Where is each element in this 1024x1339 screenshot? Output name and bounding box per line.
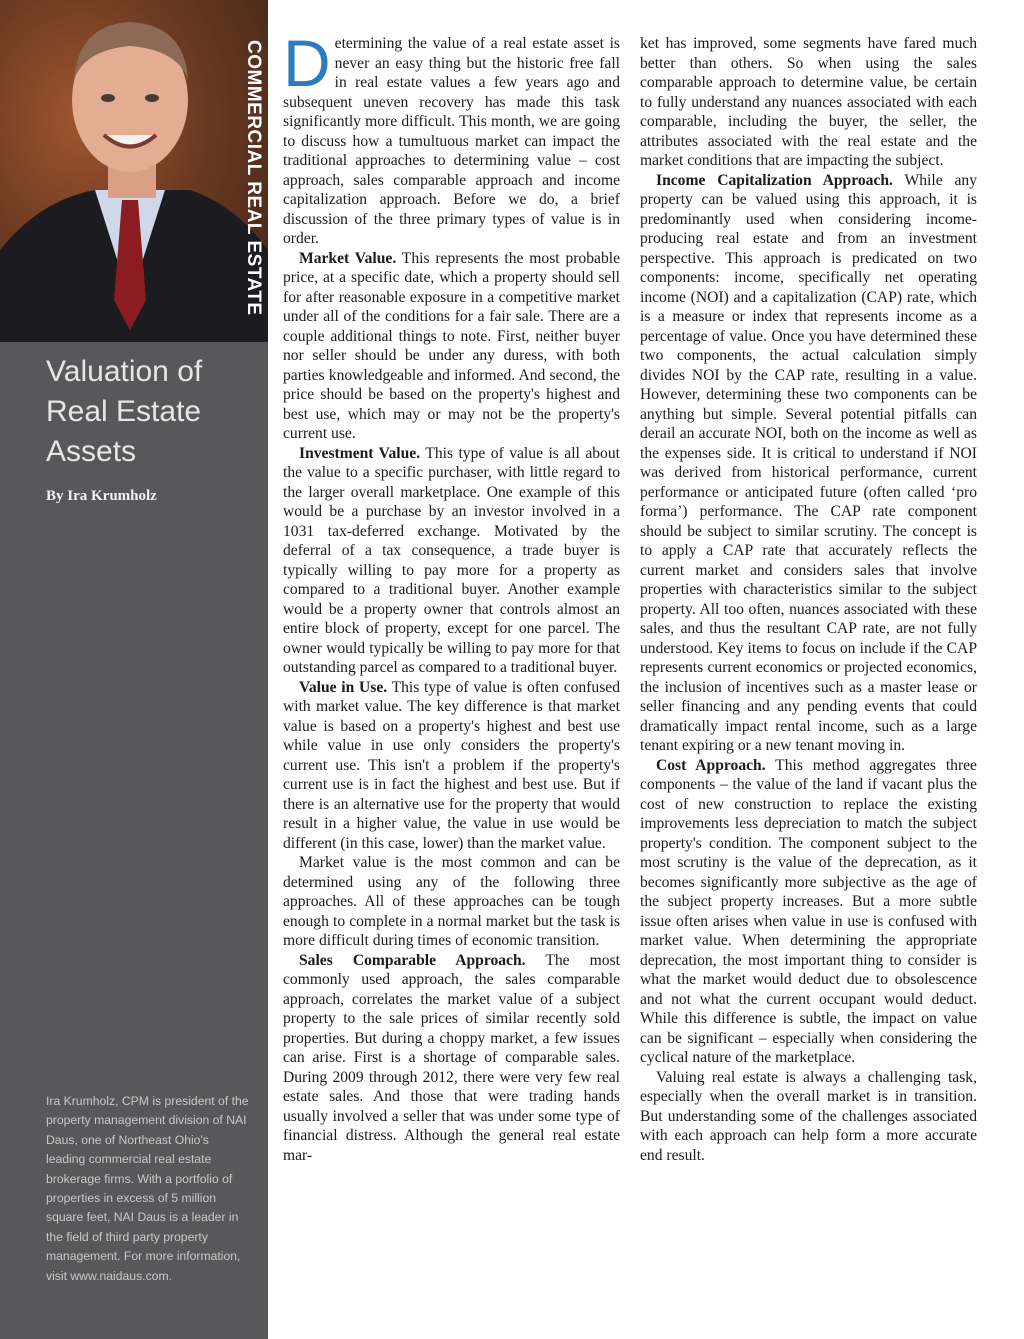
conclusion-paragraph: Valuing real estate is always a challenging task, especially when the overall market is in transition. But understanding some of the challenges associated with each approach can help form a more accurate end result. [640,1068,977,1164]
sales-comparable-heading: Sales Comparable Approach. [299,951,526,969]
income-capitalization-paragraph [640,171,977,756]
sales-comparable-text: The most commonly used approach, the sales comparable approach, correlates the market value of a subject property to the sale prices of similar recently sold properties. But during a choppy market, a few issues can arise. First is a shortage of comparable sales. During 2009 through 2012, there were very few real estate sales. And those that were trading hands usually involved a seller that was under some type of financial distress. Although the general real estate mar- [283,951,620,1164]
market-value-text: This represents the most probable price, at a specific date, which a property should sell for after reasonable exposure in a competitive market under all of the conditions for a fair sale. There are a couple additional things to note. First, neither buyer nor seller should be under any duress, with both parties knowledgeable and informed. And second, the price should be based on the property's highest and best use, which may or may not be the property's current use. [283,249,620,442]
value-in-use-heading: Value in Use. [299,678,388,696]
section-label: COMMERCIAL REAL ESTATE [243,40,264,316]
article-column-2 [640,34,977,1165]
byline: By Ira Krumholz [46,488,157,504]
income-capitalization-heading: Income Capitalization Approach. [656,171,893,189]
sales-comparable-paragraph [283,951,620,1166]
sidebar [0,0,268,1339]
investment-value-text: This type of value is all about the value to a specific purchaser, with little regard to the larger overall marketplace. One example of this would be a purchase by an investor involved in a 1031 tax-deferred exchange. Motivated by the deferral of a tax consequence, a trade buyer is typically willing to pay more for a property as compared to a traditional buyer. Another example would be a property owner that controls almost an entire block of property, except for one parcel. The owner would typically be willing to pay more for that outstanding parcel as compared to a traditional buyer. [283,444,620,676]
drop-cap: D [283,26,331,100]
article-title: Valuation of Real Estate Assets [46,355,203,468]
investment-value-paragraph [283,444,620,678]
intro-paragraph [283,26,620,249]
author-bio: Ira Krumholz, CPM is president of the property management division of NAI Daus, one of Northeast Ohio's leading commercial real estate brokerage firms. With a portfolio of properties in excess of 5 million square feet, NAI Daus is a leader in the field of third party property management. For more information, visit www.naidaus.com. [46,1094,249,1283]
investment-value-heading: Investment Value. [299,444,421,462]
cost-approach-text: This method aggregates three components – the value of the land if vacant plus the cost of new construction to replace the existing improvements less depreciation to match the subject property's condition. The component subject to the most scrutiny is the value of the deprecation, as it becomes significantly more subjective as the age of the subject property increases. But a more subtle issue often arises when value in use is confused with market value. When determining the appropriate deprecation, the most important thing to consider is what the market would deduct due to obsolescence and not what the current occupant would deduct. While this difference is subtle, the impact on value can be significant – especially when considering the cyclical nature of the marketplace. [640,756,977,1066]
value-in-use-paragraph [283,678,620,854]
cost-approach-heading: Cost Approach. [656,756,766,774]
author-photo [0,0,268,342]
article-column-1 [283,26,620,1165]
approaches-intro-paragraph: Market value is the most common and can be determined using any of the following three approaches. All of these approaches can be tough enough to complete in a normal market but the task is more difficult during times of economic transition. [283,854,620,949]
market-value-heading: Market Value. [299,249,397,267]
income-capitalization-text: While any property can be valued using this approach, it is predominantly used when considering income-producing real estate and from an investment perspective. This approach is predicated on two components: income, specifically net operating income (NOI) and a capitalization (CAP) rate, which is a measure or index that represents income as a percentage of value. Once you have determined these two components, the actual calculation simply divides NOI by the CAP rate, resulting in a value. However, determining these two components can be anything but simple. Several potential pitfalls can derail an accurate NOI, both on the income as well as the expenses side. It is critical to understand if NOI was derived from historical performance, current performance or anticipated future (often called ‘pro forma’) performance. The CAP rate component should be subject to similar scrutiny. The concept is to apply a CAP rate that accurately reflects the current market and considers sales that involve properties with characteristics similar to the subject property. All too often, nuances associated with these sales, and thus the resultant CAP rate, are not fully understood. Key items to focus on include if the CAP represents current economics or projected economics, the inclusion of incentives such as a master lease or seller financing and any pending events that could dramatically impact rental income, such as a large tenant expiring or a new tenant moving in. [640,171,977,754]
value-in-use-text: This type of value is often confused with market value. The key difference is that market value is based on a property's highest and best use while value in use only considers the property's current use. This isn't a problem if the property's current use is in fact the highest and best use. But if there is an alternative use for the property that would result in a higher value, the value in use would be different (in this case, lower) than the market value. [283,678,620,852]
sales-comparable-continued: ket has improved, some segments have fared much better than others. So when using the sales comparable approach to determine value, be certain to fully understand any nuances associated with each comparable, including the buyer, the seller, the attributes associated with the real estate and the market conditions that are impacting the subject. [640,35,977,169]
intro-text: etermining the value of a real estate asset is never an easy thing but the historic free fall in real estate values a few years ago and subsequent uneven recovery has made this task significantly more difficult. This month, we are going to discuss how a tumultuous market can impact the traditional approaches to determining value – cost approach, sales comparable approach and income capitalization approach. Before we do, a brief discussion of the three primary types of value is in order. [283,35,620,247]
cost-approach-paragraph [640,756,977,1068]
market-value-paragraph [283,249,620,444]
